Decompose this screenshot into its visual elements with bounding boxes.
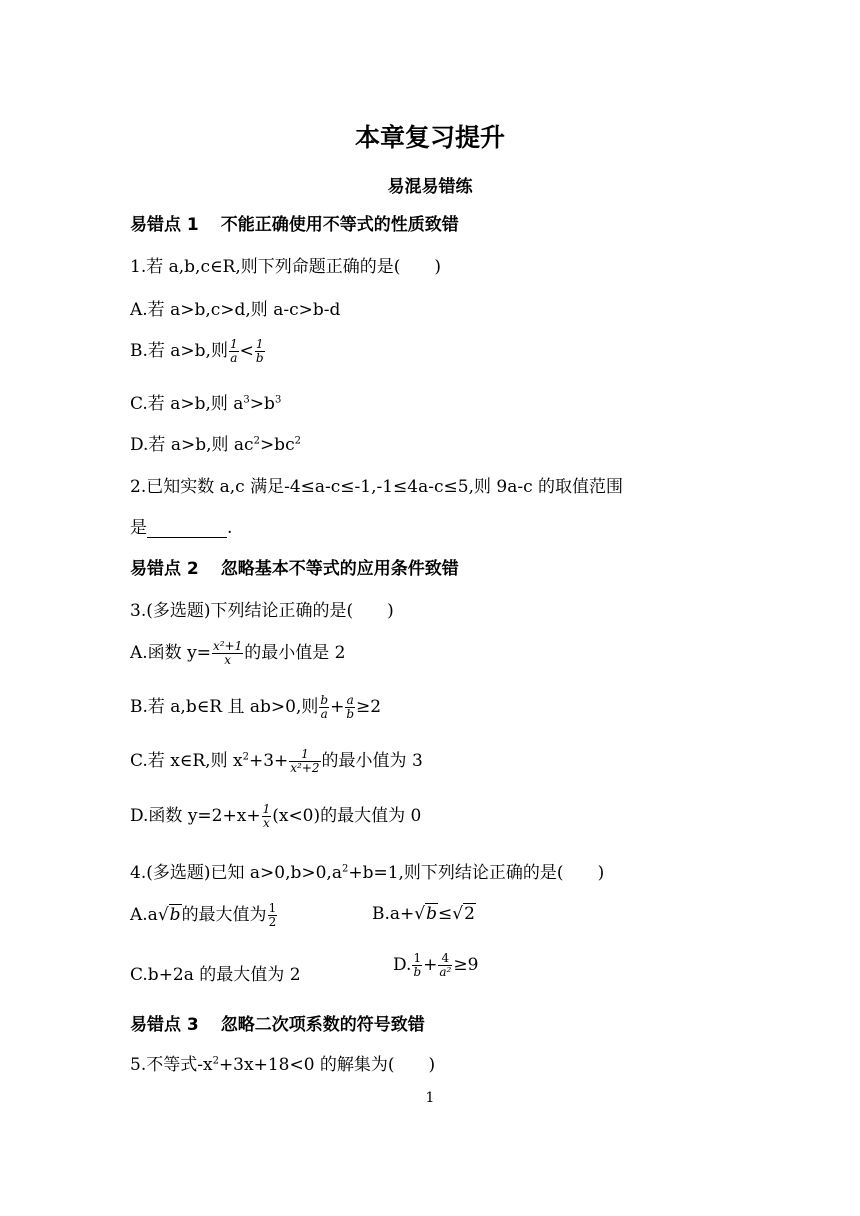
fraction: $\frac{a}{b}$ [346, 693, 355, 721]
fraction: $\frac{1}{a}$ [229, 337, 238, 365]
question-4-option-d: D. $\frac{1}{b}$ + $\frac{4}{\text{a²}}$ ≥9 [393, 951, 479, 979]
question-2-line-2: 是 . [130, 518, 233, 538]
fraction: $\frac{1}{2}$ [268, 901, 277, 929]
fraction: $\frac{\text{x²+1}}{x}$ [212, 639, 243, 667]
section-text: 忽略基本不等式的应用条件致错 [220, 559, 459, 579]
section-text: 不能正确使用不等式的性质致错 [220, 215, 459, 235]
question-4-option-b: B.a+√b≤√2 [372, 904, 475, 924]
section-heading-3 [130, 1010, 425, 1035]
question-3-option-c: C.若 x∈R,则 $x^2+3+$ $\frac{1}{\text{x²+2}}$ 的最小值为 3 [130, 747, 423, 775]
answer-blank[interactable] [147, 519, 227, 538]
sqrt-expression: √b [414, 904, 438, 924]
question-3-stem: 3.(多选题)下列结论正确的是( ) [130, 601, 394, 621]
fraction: $\frac{4}{\text{a²}}$ [439, 951, 452, 979]
sqrt-expression: √2 [452, 904, 475, 924]
question-3-option-b: B.若 a,b∈R 且 ab>0,则 $\frac{b}{a}$ + $\frac{a}{b}$ ≥2 [130, 693, 382, 721]
question-3-option-d: D.函数 y=2+x+ $\frac{1}{x}$ (x<0)的最大值为 0 [130, 802, 422, 830]
question-4-stem: 4.(多选题)已知 $a>0,b>0,a^2+b=1$,则下列结论正确的是( ) [130, 863, 605, 883]
question-1-option-a: A.若 a>b,c>d,则 a-c>b-d [130, 300, 341, 320]
section-label: 易错点 1 [130, 215, 199, 235]
fraction: $\frac{1}{x}$ [262, 802, 271, 830]
question-1-option-c: C.若 a>b,则 $a^3>b^3$ [130, 394, 282, 414]
question-2-line-1: 2.已知实数 a,c 满足-4≤a-c≤-1,-1≤4a-c≤5,则 9a-c 的取值范围 [130, 477, 624, 497]
section-heading-1 [130, 210, 459, 235]
page-title: 本章复习提升 [354, 123, 505, 152]
fraction: $\frac{b}{a}$ [320, 693, 329, 721]
question-4-option-a: A.a√b的最大值为 $\frac{1}{2}$ [130, 901, 277, 929]
question-1-stem: 1.若 a,b,c∈R,则下列命题正确的是( ) [130, 257, 442, 277]
section-label: 易错点 3 [130, 1015, 199, 1035]
question-5-stem: 5.不等式$-x^2+3x+18<0$ 的解集为( ) [130, 1055, 436, 1075]
section-text: 忽略二次项系数的符号致错 [220, 1015, 425, 1035]
fraction: $\frac{1}{b}$ [413, 951, 422, 979]
section-heading-2 [130, 554, 459, 579]
page-number: 1 [425, 1090, 435, 1106]
question-4-option-c: C.b+2a 的最大值为 2 [130, 965, 301, 985]
section-label: 易错点 2 [130, 559, 199, 579]
question-3-option-a: A.函数 y= $\frac{\text{x²+1}}{x}$ 的最小值是 2 [130, 639, 346, 667]
question-1-option-b: B.若 a>b,则 $\frac{1}{a}$ < $\frac{1}{b}$ [130, 337, 264, 365]
sqrt-expression: √b [157, 905, 181, 925]
page-subtitle: 易混易错练 [387, 177, 473, 197]
question-1-option-d: D.若 a>b,则 $ac^2>bc^2$ [130, 435, 301, 455]
fraction: $\frac{1}{\text{x²+2}}$ [290, 747, 320, 775]
fraction: $\frac{1}{b}$ [255, 337, 264, 365]
